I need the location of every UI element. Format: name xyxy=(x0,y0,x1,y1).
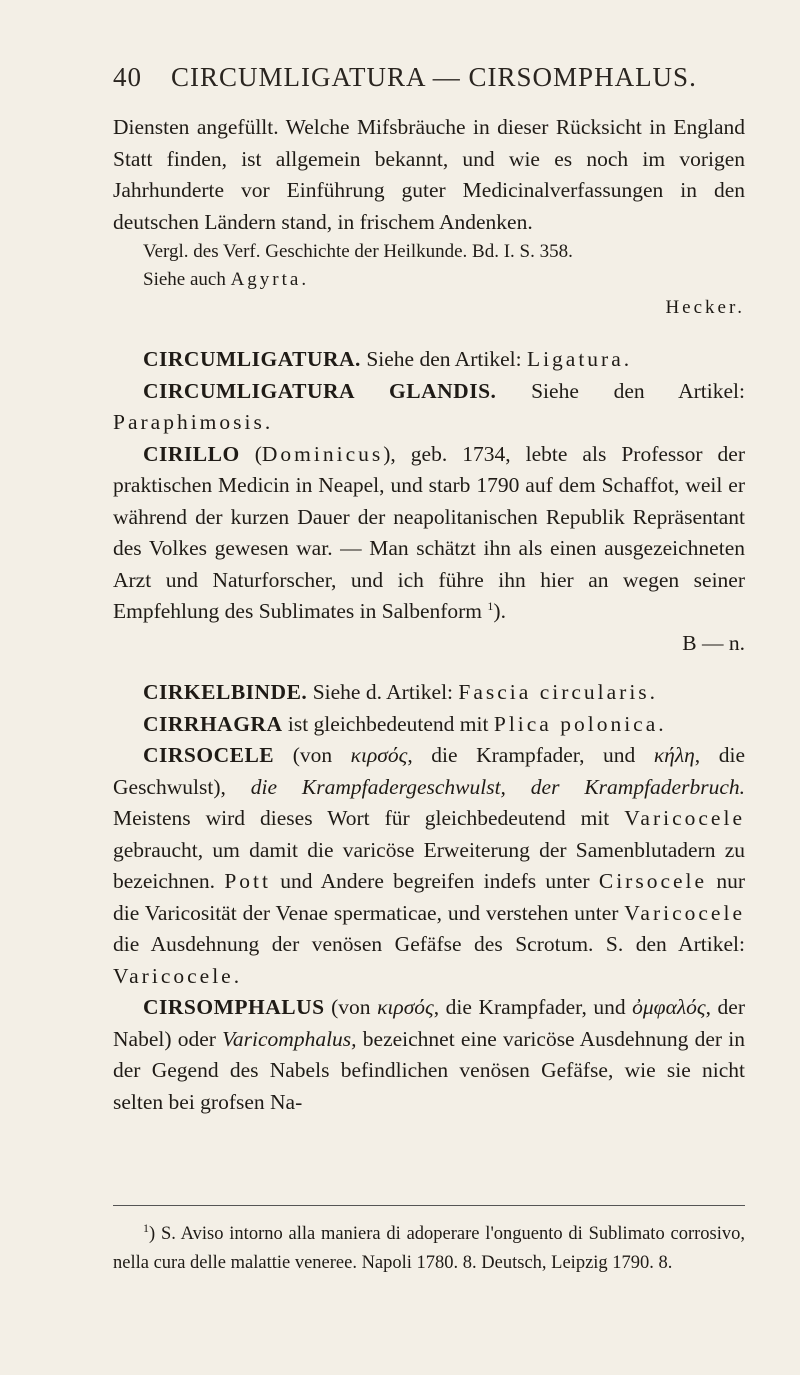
footnote-marker: 1 xyxy=(487,598,494,613)
author-signature: B — n. xyxy=(682,630,745,655)
footnote-number: 1 xyxy=(143,1220,149,1235)
entry-cirillo: CIRILLO (Dominicus), geb. 1734, lebte als Professor der praktischen Medicin in Neapel, und starb 1790 auf dem Schaffot, weil er während der kurzen Dauer der neapolitanischen Republik Repräsentant des Volkes gewesen war. — Man schätzt ihn als einen ausgezeichneten Arzt und Naturforscher, und ich führe ihn hier an wegen seiner Empfehlung des Sublimates in Salbenform $^1$). xyxy=(113,441,746,623)
entry-cirsomphalus: CIRSOMPHALUS (von κιρσός, die Krampfader, und ὀμφαλός, der Nabel) oder Varicomphalus, bezeichnet eine varicöse Ausdehnung der in der Gegend des Nabels befindlichen venösen Gefäfse, wie sie nicht selten bei grofsen Na- xyxy=(113,995,746,1114)
footnote-divider xyxy=(113,1205,745,1206)
see-also-line: Siehe auch Agyrta. xyxy=(143,269,310,290)
entry-cirrhagra: CIRRHAGRA ist gleichbedeutend mit Plica polonica. xyxy=(143,711,667,736)
entry-circumligatura: CIRCUMLIGATURA. Siehe den Artikel: Ligatura. xyxy=(143,347,633,371)
footnote-text: ) S. Aviso intorno alla maniera di adoperare l'onguento di Sublimato corrosivo, nella cura delle malattie veneree. Napoli 1780. 8. Deutsch, Leipzig 1790. 8. xyxy=(113,1224,745,1273)
page-number: 40 xyxy=(113,62,142,92)
header-title: CIRCUMLIGATURA — CIRSOMPHALUS. xyxy=(171,62,697,92)
running-header xyxy=(113,62,740,93)
footnote xyxy=(113,1220,745,1278)
entry-cirsocele: CIRSOCELE (von κιρσός, die Krampfader, und κήλη, die Geschwulst), die Krampfadergeschwulst, der Krampfaderbruch. Meistens wird dieses Wort für gleichbedeutend mit Varicocele gebraucht, um damit die varicöse Erweiterung der Samenblutadern zu bezeichnen. Pott und Andere begreifen indefs unter Cirsocele nur die Varicosität der Venae spermaticae, und verstehen unter Varicocele die Ausdehnung der venösen Gefäfse des Scrotum. S. den Artikel: Varicocele. xyxy=(113,743,745,988)
reference-line: Vergl. des Verf. Geschichte der Heilkunde. Bd. I. S. 358. xyxy=(143,241,573,262)
author-signature: Hecker. xyxy=(665,297,745,318)
paragraph-continuation: Diensten angefüllt. Welche Mifsbräuche in dieser Rücksicht in England Statt finden, ist allgemein bekannt, und wie es noch im vorigen Jahrhunderte vor Einführung guter Medicinalverfassungen in den deutschen Ländern stand, in frischem Andenken. xyxy=(113,115,745,234)
entry-cirkelbinde: CIRKELBINDE. Siehe d. Artikel: Fascia circularis. xyxy=(143,680,659,704)
main-text xyxy=(113,112,745,1118)
entry-circumligatura-glandis: CIRCUMLIGATURA GLANDIS. Siehe den Artikel: Paraphimosis. xyxy=(113,378,745,434)
